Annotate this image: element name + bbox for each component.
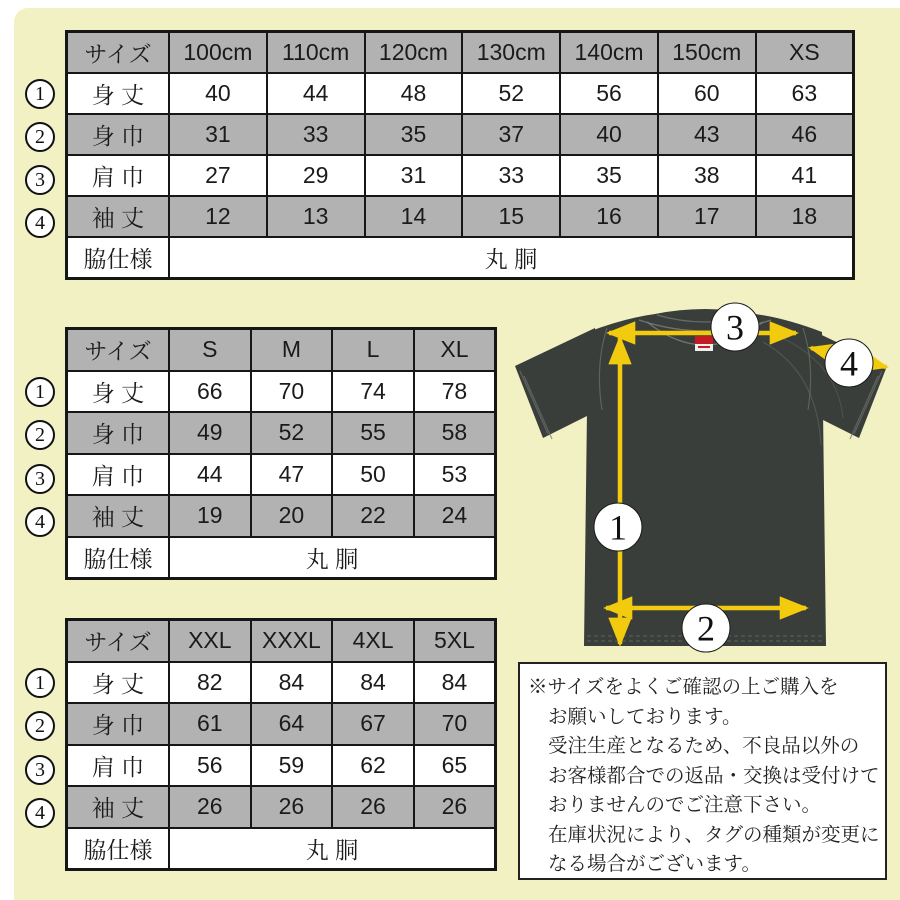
column-header: S — [169, 329, 251, 371]
table-row — [67, 454, 496, 496]
size-table — [65, 618, 497, 871]
value-cell: 66 — [169, 371, 251, 413]
note-line: おりませんのでご注意下さい。 — [548, 794, 822, 816]
column-header: 110cm — [267, 32, 365, 74]
table-row — [67, 371, 496, 413]
value-cell: 27 — [169, 155, 267, 196]
note-line: なる場合がございます。 — [548, 853, 761, 875]
size-header: サイズ — [67, 329, 170, 371]
row-number-badge: 2 — [25, 420, 55, 450]
row-number-column — [25, 618, 57, 871]
header-row — [67, 329, 496, 371]
size-header: サイズ — [67, 620, 170, 662]
value-cell: 35 — [365, 114, 463, 155]
note-line: 受注生産となるため、不良品以外の — [548, 735, 860, 757]
value-cell: 52 — [462, 73, 560, 114]
row-number-badge: 3 — [25, 165, 55, 195]
row-label: 身 巾 — [67, 703, 170, 745]
tshirt-diagram — [505, 300, 897, 660]
table-row — [67, 703, 496, 745]
value-cell: 50 — [332, 454, 414, 496]
value-cell: 26 — [251, 786, 333, 828]
footer-row — [67, 537, 496, 579]
value-cell: 78 — [414, 371, 496, 413]
column-header: XXXL — [251, 620, 333, 662]
value-cell: 84 — [251, 662, 333, 704]
value-cell: 56 — [560, 73, 658, 114]
size-table — [65, 30, 855, 280]
size-table — [65, 327, 497, 580]
row-label: 袖 丈 — [67, 196, 170, 237]
value-cell: 35 — [560, 155, 658, 196]
value-cell: 40 — [560, 114, 658, 155]
badge-4 — [825, 339, 873, 387]
header-row — [67, 620, 496, 662]
column-header: 4XL — [332, 620, 414, 662]
svg-text:2: 2 — [697, 608, 715, 649]
table-row — [67, 412, 496, 454]
note-line: お客様都合での返品・交換は受付けて — [548, 764, 880, 787]
value-cell: 15 — [462, 196, 560, 237]
value-cell: 67 — [332, 703, 414, 745]
value-cell: 33 — [267, 114, 365, 155]
row-label: 身 巾 — [67, 114, 170, 155]
table-row — [67, 155, 854, 196]
table-row — [67, 495, 496, 537]
value-cell: 64 — [251, 703, 333, 745]
row-number-badge: 2 — [25, 711, 55, 741]
merged-value-cell: 丸 胴 — [169, 537, 496, 579]
value-cell: 12 — [169, 196, 267, 237]
value-cell: 84 — [332, 662, 414, 704]
value-cell: 46 — [756, 114, 854, 155]
value-cell: 31 — [169, 114, 267, 155]
row-number-badge: 2 — [25, 122, 55, 152]
row-number-column — [25, 30, 57, 280]
column-header: 5XL — [414, 620, 496, 662]
value-cell: 26 — [169, 786, 251, 828]
column-header: 150cm — [658, 32, 756, 74]
row-label: 脇仕様 — [67, 828, 170, 870]
row-label: 肩 巾 — [67, 155, 170, 196]
value-cell: 44 — [267, 73, 365, 114]
column-header: L — [332, 329, 414, 371]
brand-tag-icon — [698, 346, 710, 348]
row-number-badge: 3 — [25, 464, 55, 494]
kids-size-table — [35, 30, 855, 280]
column-header: 100cm — [169, 32, 267, 74]
value-cell: 22 — [332, 495, 414, 537]
value-cell: 19 — [169, 495, 251, 537]
badge-3 — [711, 303, 759, 351]
table-row — [67, 786, 496, 828]
column-header: XL — [414, 329, 496, 371]
value-cell: 14 — [365, 196, 463, 237]
value-cell: 17 — [658, 196, 756, 237]
row-label: 脇仕様 — [67, 537, 170, 579]
table-row — [67, 196, 854, 237]
row-label: 身 丈 — [67, 73, 170, 114]
row-number-badge: 1 — [25, 377, 55, 407]
table-row — [67, 114, 854, 155]
svg-text:3: 3 — [726, 307, 744, 348]
value-cell: 26 — [414, 786, 496, 828]
note-line: ※サイズをよくご確認の上ご購入を — [528, 676, 839, 698]
value-cell: 48 — [365, 73, 463, 114]
table-row — [67, 745, 496, 787]
value-cell: 70 — [414, 703, 496, 745]
plus-size-table — [35, 618, 497, 871]
value-cell: 52 — [251, 412, 333, 454]
badge-2 — [682, 604, 730, 652]
row-label: 袖 丈 — [67, 495, 170, 537]
value-cell: 58 — [414, 412, 496, 454]
value-cell: 56 — [169, 745, 251, 787]
column-header: 120cm — [365, 32, 463, 74]
row-number-badge: 4 — [25, 507, 55, 537]
value-cell: 40 — [169, 73, 267, 114]
row-label: 脇仕様 — [67, 237, 170, 279]
value-cell: 18 — [756, 196, 854, 237]
column-header: XS — [756, 32, 854, 74]
merged-value-cell: 丸 胴 — [169, 828, 496, 870]
footer-row — [67, 237, 854, 279]
row-number-badge: 1 — [25, 79, 55, 109]
value-cell: 61 — [169, 703, 251, 745]
value-cell: 16 — [560, 196, 658, 237]
value-cell: 33 — [462, 155, 560, 196]
value-cell: 47 — [251, 454, 333, 496]
adult-size-table — [35, 327, 497, 580]
svg-text:1: 1 — [609, 507, 627, 548]
column-header: 140cm — [560, 32, 658, 74]
value-cell: 29 — [267, 155, 365, 196]
size-header: サイズ — [67, 32, 170, 74]
row-number-badge: 4 — [25, 798, 55, 828]
value-cell: 43 — [658, 114, 756, 155]
footer-row — [67, 828, 496, 870]
value-cell: 74 — [332, 371, 414, 413]
value-cell: 55 — [332, 412, 414, 454]
brand-tag-icon — [695, 336, 713, 344]
value-cell: 37 — [462, 114, 560, 155]
value-cell: 59 — [251, 745, 333, 787]
row-label: 袖 丈 — [67, 786, 170, 828]
value-cell: 38 — [658, 155, 756, 196]
value-cell: 53 — [414, 454, 496, 496]
row-number-column — [25, 327, 57, 580]
value-cell: 62 — [332, 745, 414, 787]
row-label: 肩 巾 — [67, 454, 170, 496]
merged-value-cell: 丸 胴 — [169, 237, 854, 279]
row-number-badge: 1 — [25, 668, 55, 698]
header-row — [67, 32, 854, 74]
value-cell: 44 — [169, 454, 251, 496]
row-number-badge: 3 — [25, 755, 55, 785]
value-cell: 13 — [267, 196, 365, 237]
row-label: 身 丈 — [67, 371, 170, 413]
badge-1 — [594, 503, 642, 551]
value-cell: 82 — [169, 662, 251, 704]
note-line: 在庫状況により、タグの種類が変更に — [548, 823, 880, 846]
column-header: 130cm — [462, 32, 560, 74]
value-cell: 31 — [365, 155, 463, 196]
column-header: M — [251, 329, 333, 371]
value-cell: 60 — [658, 73, 756, 114]
value-cell: 70 — [251, 371, 333, 413]
note-line: お願いしております。 — [548, 705, 742, 728]
value-cell: 26 — [332, 786, 414, 828]
value-cell: 63 — [756, 73, 854, 114]
purchase-note — [518, 662, 887, 880]
value-cell: 49 — [169, 412, 251, 454]
value-cell: 84 — [414, 662, 496, 704]
value-cell: 65 — [414, 745, 496, 787]
value-cell: 24 — [414, 495, 496, 537]
column-header: XXL — [169, 620, 251, 662]
table-row — [67, 662, 496, 704]
row-label: 身 巾 — [67, 412, 170, 454]
svg-text:4: 4 — [840, 343, 858, 384]
table-row — [67, 73, 854, 114]
value-cell: 20 — [251, 495, 333, 537]
row-number-badge: 4 — [25, 208, 55, 238]
row-label: 身 丈 — [67, 662, 170, 704]
value-cell: 41 — [756, 155, 854, 196]
row-label: 肩 巾 — [67, 745, 170, 787]
